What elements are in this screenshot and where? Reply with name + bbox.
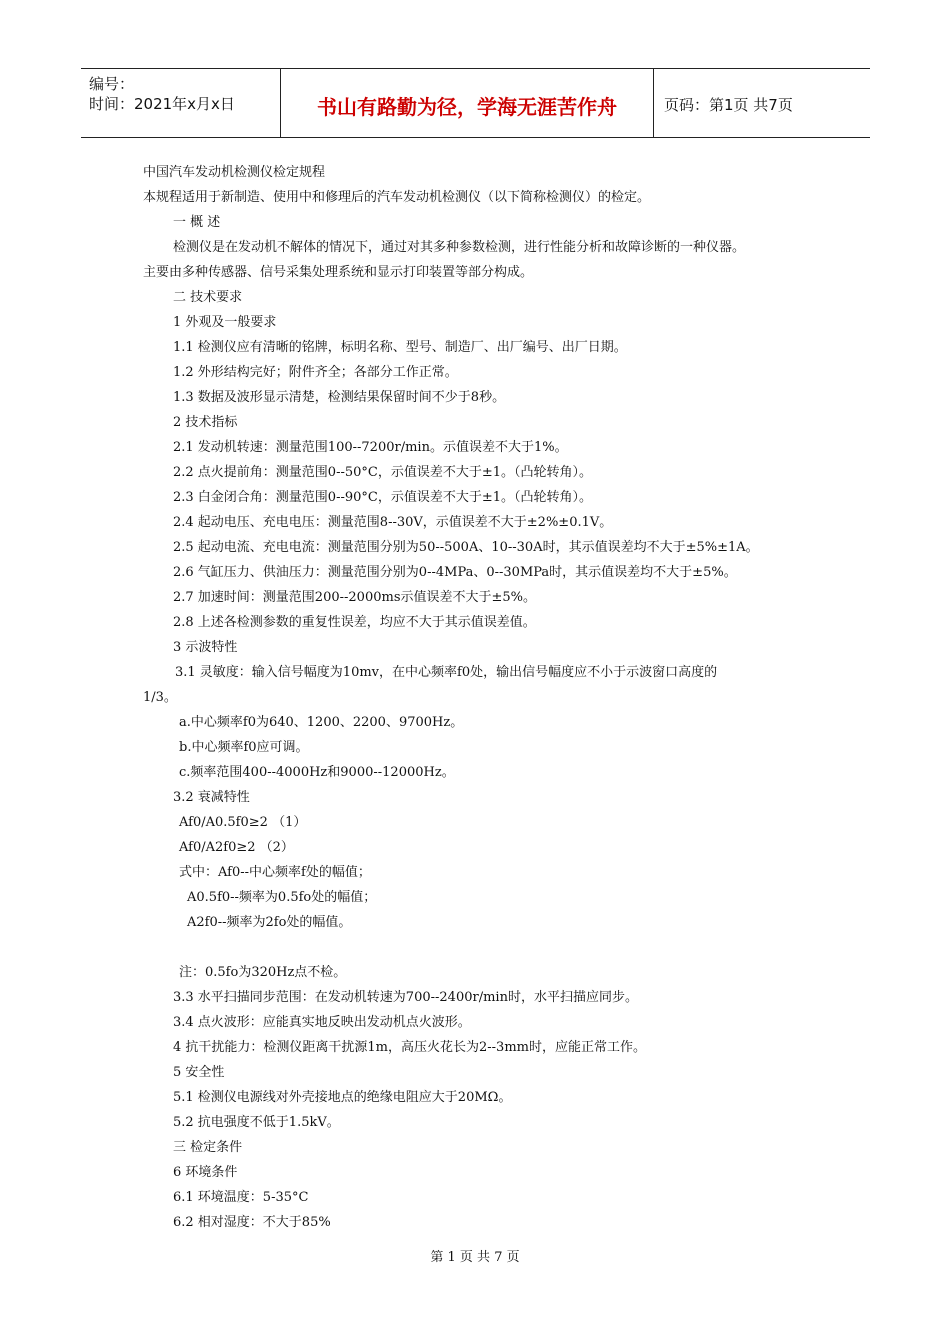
paragraph-line: 3.1 灵敏度：输入信号幅度为10mv，在中心频率f0处，输出信号幅度应不小于示波窗口高度的 bbox=[175, 665, 718, 680]
paragraph-line: 式中：Af0--中心频率f处的幅值； bbox=[179, 865, 371, 880]
paragraph-line: 1 外观及一般要求 bbox=[173, 315, 277, 330]
paragraph-line: c.频率范围400--4000Hz和9000--12000Hz。 bbox=[179, 765, 455, 780]
paragraph-line: 5.1 检测仪电源线对外壳接地点的绝缘电阻应大于20MΩ。 bbox=[173, 1090, 512, 1105]
paragraph-line: 注：0.5fo为320Hz点不检。 bbox=[179, 965, 347, 980]
paragraph-line: 5 安全性 bbox=[173, 1065, 225, 1080]
paragraph-line: 2.5 起动电流、充电电流：测量范围分别为50--500A、10--30A时，其示值误差均不大于±5%±1A。 bbox=[173, 540, 759, 555]
document-body bbox=[143, 160, 823, 1235]
header-motto-cell bbox=[281, 69, 654, 137]
paragraph-line: 2.4 起动电压、充电电压：测量范围8--30V，示值误差不大于±2%±0.1V。 bbox=[173, 515, 613, 530]
paragraph-line: b.中心频率f0应可调。 bbox=[179, 740, 309, 755]
paragraph-line: 3 示波特性 bbox=[173, 640, 238, 655]
paragraph-line: 3.3 水平扫描同步范围：在发动机转速为700--2400r/min时，水平扫描应同步。 bbox=[173, 990, 638, 1005]
paragraph-line: 6.1 环境温度：5-35°C bbox=[173, 1190, 309, 1205]
paragraph-line: 2.6 气缸压力、供油压力：测量范围分别为0--4MPa、0--30MPa时，其示值误差均不大于±5%。 bbox=[173, 565, 737, 580]
paragraph-line: 3.4 点火波形：应能真实地反映出发动机点火波形。 bbox=[173, 1015, 471, 1030]
paragraph-line: 6.2 相对湿度：不大于85% bbox=[173, 1215, 331, 1230]
paragraph-line: 主要由多种传感器、信号采集处理系统和显示打印装置等部分构成。 bbox=[143, 265, 534, 280]
paragraph-line: 5.2 抗电强度不低于1.5kV。 bbox=[173, 1115, 340, 1130]
motto-text: 书山有路勤为径，学海无涯苦作舟 bbox=[317, 95, 617, 119]
paragraph-line: 三 检定条件 bbox=[173, 1140, 243, 1155]
paragraph-line: 1.2 外形结构完好；附件齐全；各部分工作正常。 bbox=[173, 365, 458, 380]
paragraph-line: A2f0--频率为2fo处的幅值。 bbox=[187, 915, 352, 930]
document-header bbox=[81, 68, 870, 138]
paragraph-line: 中国汽车发动机检测仪检定规程 bbox=[143, 165, 326, 180]
paragraph-line: 检测仪是在发动机不解体的情况下，通过对其多种参数检测，进行性能分析和故障诊断的一种仪器。 bbox=[173, 240, 746, 255]
page-footer: 第 1 页 共 7 页 bbox=[430, 1250, 520, 1265]
header-page-code: 页码：第1页 共7页 bbox=[664, 96, 793, 114]
paragraph-line: 1.1 检测仪应有清晰的铭牌，标明名称、型号、制造厂、出厂编号、出厂日期。 bbox=[173, 340, 627, 355]
header-page-cell bbox=[654, 69, 870, 137]
paragraph-line: 2.7 加速时间：测量范围200--2000ms示值误差不大于±5%。 bbox=[173, 590, 537, 605]
paragraph-line: 2 技术指标 bbox=[173, 415, 238, 430]
paragraph-line: Af0/A2f0≥2 （2） bbox=[179, 840, 294, 855]
paragraph-line: 二 技术要求 bbox=[173, 290, 243, 305]
paragraph-line: Af0/A0.5f0≥2 （1） bbox=[179, 815, 307, 830]
paragraph-line: 1.3 数据及波形显示清楚，检测结果保留时间不少于8秒。 bbox=[173, 390, 506, 405]
paragraph-line: 2.3 白金闭合角：测量范围0--90°C，示值误差不大于±1。（凸轮转角）。 bbox=[173, 490, 593, 505]
paragraph-line: 一 概 述 bbox=[173, 215, 221, 230]
document-date: 时间：2021年x月x日 bbox=[89, 95, 235, 113]
paragraph-line: 3.2 衰减特性 bbox=[173, 790, 250, 805]
paragraph-line: A0.5f0--频率为0.5fo处的幅值； bbox=[187, 890, 377, 905]
header-info-cell bbox=[81, 69, 281, 137]
paragraph-line: a.中心频率f0为640、1200、2200、9700Hz。 bbox=[179, 715, 464, 730]
document-number-label: 编号： bbox=[89, 75, 135, 93]
paragraph-line: 2.1 发动机转速：测量范围100--7200r/min。示值误差不大于1%。 bbox=[173, 440, 568, 455]
paragraph-line: 4 抗干扰能力：检测仪距离干扰源1m，高压火花长为2--3mm时，应能正常工作。 bbox=[173, 1040, 646, 1055]
paragraph-line: 1/3。 bbox=[143, 690, 177, 705]
paragraph-line: 6 环境条件 bbox=[173, 1165, 238, 1180]
paragraph-line: 2.2 点火提前角：测量范围0--50°C，示值误差不大于±1。（凸轮转角）。 bbox=[173, 465, 593, 480]
paragraph-line: 2.8 上述各检测参数的重复性误差，均应不大于其示值误差值。 bbox=[173, 615, 536, 630]
paragraph-line bbox=[143, 935, 823, 960]
paragraph-line: 本规程适用于新制造、使用中和修理后的汽车发动机检测仪（以下简称检测仪）的检定。 bbox=[143, 190, 651, 205]
